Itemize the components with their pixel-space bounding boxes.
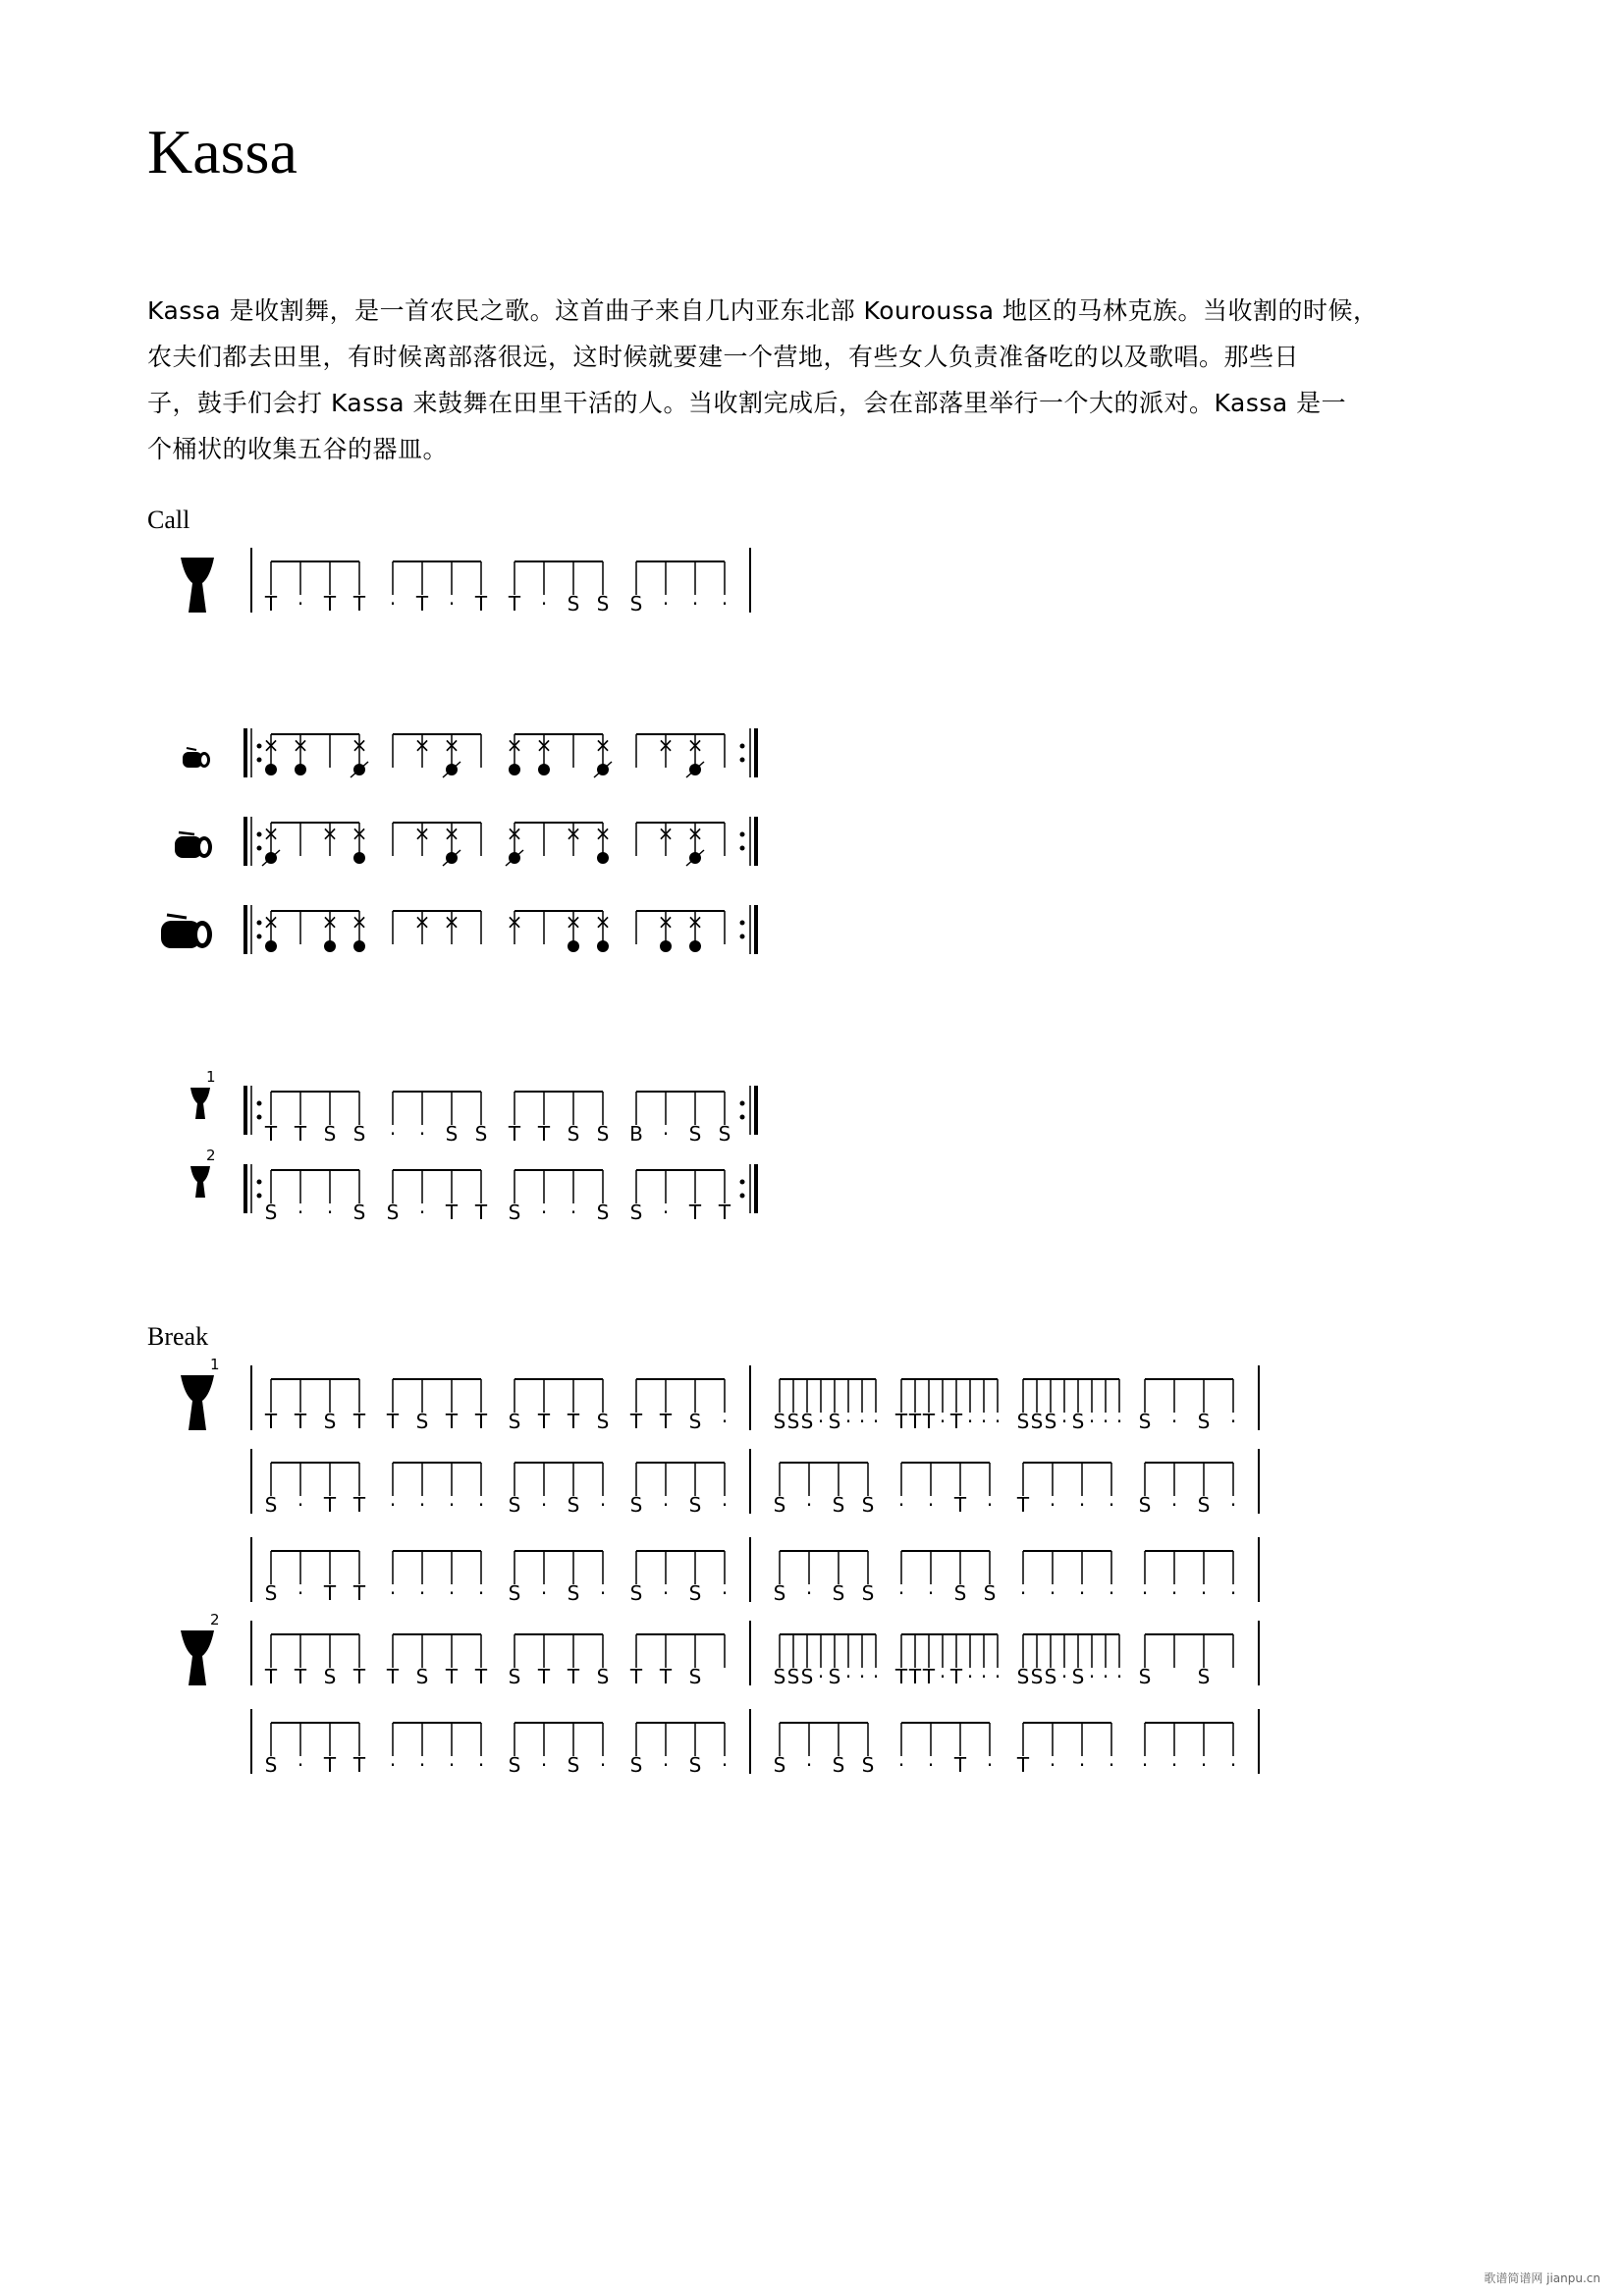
note-label: · bbox=[1108, 1581, 1115, 1605]
note-label: · bbox=[662, 1581, 670, 1605]
note-label: S bbox=[323, 1665, 337, 1688]
note-label: · bbox=[1229, 1753, 1237, 1777]
note-label: · bbox=[1078, 1581, 1086, 1605]
stroke-x: × bbox=[565, 822, 582, 845]
note-label: S bbox=[415, 1665, 429, 1688]
watermark: 歌谱简谱网 jianpu.cn bbox=[1484, 2271, 1600, 2285]
note-label: · bbox=[297, 1581, 304, 1605]
note-label: S bbox=[773, 1493, 786, 1517]
note-label: · bbox=[1049, 1493, 1056, 1517]
note-label: · bbox=[817, 1410, 825, 1433]
note-label: T bbox=[908, 1665, 922, 1688]
note-label: S bbox=[688, 1753, 702, 1777]
note-label: T bbox=[352, 1665, 366, 1688]
note-label: · bbox=[1049, 1581, 1056, 1605]
note-label: · bbox=[1088, 1410, 1096, 1433]
stroke-x: × bbox=[413, 910, 431, 934]
stroke-x: × bbox=[413, 733, 431, 757]
note-label: · bbox=[1049, 1753, 1056, 1777]
note-label: · bbox=[1170, 1581, 1178, 1605]
note-label: · bbox=[1170, 1753, 1178, 1777]
note-label: · bbox=[805, 1581, 813, 1605]
measure bbox=[1016, 1723, 1114, 1777]
note-label: · bbox=[721, 1753, 729, 1777]
measure bbox=[630, 1723, 729, 1777]
stroke-x: × bbox=[686, 822, 704, 845]
note-label: · bbox=[1200, 1581, 1208, 1605]
voice-number: 2 bbox=[206, 1147, 216, 1164]
note-label: · bbox=[1102, 1410, 1110, 1433]
note-label: · bbox=[1088, 1665, 1096, 1688]
note-label: · bbox=[477, 1493, 485, 1517]
note-label: S bbox=[1071, 1410, 1085, 1433]
note-label: S bbox=[828, 1410, 841, 1433]
note-label: S bbox=[352, 1201, 366, 1224]
stroke-x: × bbox=[657, 733, 675, 757]
note-label: S bbox=[352, 1122, 366, 1146]
note-label: T bbox=[629, 1665, 643, 1688]
note-label: · bbox=[1019, 1581, 1027, 1605]
stroke-x: × bbox=[321, 822, 339, 845]
note-label: T bbox=[294, 1410, 307, 1433]
note-label: S bbox=[773, 1665, 786, 1688]
note-label: · bbox=[1078, 1493, 1086, 1517]
note-label: S bbox=[508, 1581, 521, 1605]
note-label: S bbox=[567, 1122, 580, 1146]
measure bbox=[390, 1723, 484, 1777]
note-label: · bbox=[858, 1665, 866, 1688]
note-label: · bbox=[897, 1581, 905, 1605]
note-label: · bbox=[418, 1753, 426, 1777]
note-label: S bbox=[629, 1201, 643, 1224]
note-label: · bbox=[1115, 1410, 1123, 1433]
note-label: T bbox=[949, 1410, 963, 1433]
note-label: T bbox=[894, 1665, 908, 1688]
note-label: · bbox=[1229, 1581, 1237, 1605]
stroke-x: × bbox=[413, 822, 431, 845]
note-label: · bbox=[418, 1122, 426, 1146]
note-label: T bbox=[922, 1410, 936, 1433]
note-label: · bbox=[540, 1753, 548, 1777]
note-label: S bbox=[386, 1201, 400, 1224]
note-label: · bbox=[540, 592, 548, 615]
note-label: · bbox=[805, 1753, 813, 1777]
note-label: · bbox=[540, 1493, 548, 1517]
note-label: T bbox=[264, 1122, 278, 1146]
note-label: · bbox=[448, 1581, 456, 1605]
note-label: · bbox=[805, 1493, 813, 1517]
note-label: · bbox=[1115, 1665, 1123, 1688]
note-label: S bbox=[474, 1122, 488, 1146]
stroke-x: × bbox=[443, 910, 460, 934]
note-label: S bbox=[323, 1122, 337, 1146]
note-label: S bbox=[1138, 1493, 1152, 1517]
note-label: S bbox=[1197, 1493, 1211, 1517]
note-label: S bbox=[1138, 1410, 1152, 1433]
note-label: S bbox=[445, 1122, 459, 1146]
note-label: · bbox=[1108, 1753, 1115, 1777]
note-label: S bbox=[264, 1753, 278, 1777]
note-label: · bbox=[448, 1493, 456, 1517]
measure bbox=[265, 1723, 366, 1777]
note-label: S bbox=[415, 1410, 429, 1433]
intro-line-2: 农夫们都去田里，有时候离部落很远，这时候就要建一个营地，有些女人负责准备吃的以及歌唱。那些日 bbox=[147, 343, 1300, 371]
note-label: · bbox=[540, 1201, 548, 1224]
note-label: S bbox=[832, 1493, 845, 1517]
stroke-x: × bbox=[351, 822, 368, 845]
stroke-x: × bbox=[506, 733, 523, 757]
note-label: · bbox=[721, 1493, 729, 1517]
note-label: S bbox=[508, 1753, 521, 1777]
note-label: T bbox=[264, 1410, 278, 1433]
note-label: T bbox=[953, 1753, 967, 1777]
note-label: S bbox=[1030, 1410, 1044, 1433]
note-label: S bbox=[629, 1493, 643, 1517]
note-label: T bbox=[659, 1410, 673, 1433]
note-label: T bbox=[323, 1493, 337, 1517]
stroke-x: × bbox=[443, 822, 460, 845]
section-label-call: Call bbox=[147, 506, 190, 534]
note-label: · bbox=[966, 1410, 974, 1433]
note-label: S bbox=[800, 1665, 814, 1688]
stroke-x: × bbox=[686, 910, 704, 934]
note-label: T bbox=[688, 1201, 702, 1224]
note-label: · bbox=[1078, 1753, 1086, 1777]
note-label: T bbox=[352, 1493, 366, 1517]
note-label: · bbox=[986, 1493, 994, 1517]
note-label: · bbox=[817, 1665, 825, 1688]
note-label: · bbox=[389, 592, 397, 615]
note-label: T bbox=[474, 1201, 488, 1224]
note-label: · bbox=[418, 1201, 426, 1224]
section-label-break: Break bbox=[147, 1322, 209, 1351]
stroke-x: × bbox=[262, 733, 280, 757]
note-label: · bbox=[897, 1753, 905, 1777]
note-label: S bbox=[828, 1665, 841, 1688]
note-label: · bbox=[540, 1581, 548, 1605]
note-label: · bbox=[721, 1410, 729, 1433]
note-label: T bbox=[537, 1122, 551, 1146]
note-label: T bbox=[323, 1753, 337, 1777]
note-label: S bbox=[773, 1581, 786, 1605]
note-label: S bbox=[1071, 1665, 1085, 1688]
stroke-x: × bbox=[686, 733, 704, 757]
note-label: · bbox=[477, 1581, 485, 1605]
stroke-x: × bbox=[292, 733, 309, 757]
note-label: S bbox=[596, 1122, 610, 1146]
note-label: T bbox=[323, 1581, 337, 1605]
note-label: S bbox=[567, 1581, 580, 1605]
note-label: T bbox=[386, 1410, 400, 1433]
stroke-x: × bbox=[535, 733, 553, 757]
note-label: · bbox=[418, 1581, 426, 1605]
note-label: · bbox=[844, 1665, 852, 1688]
note-label: T bbox=[1016, 1753, 1030, 1777]
note-label: T bbox=[567, 1410, 580, 1433]
note-label: · bbox=[1200, 1753, 1208, 1777]
stroke-x: × bbox=[657, 910, 675, 934]
note-label: · bbox=[1060, 1665, 1068, 1688]
note-label: S bbox=[567, 1493, 580, 1517]
note-label: S bbox=[1016, 1410, 1030, 1433]
note-label: · bbox=[297, 1493, 304, 1517]
note-label: S bbox=[1044, 1665, 1057, 1688]
note-label: B bbox=[629, 1122, 643, 1146]
note-label: S bbox=[800, 1410, 814, 1433]
note-label: T bbox=[415, 592, 429, 615]
note-label: S bbox=[861, 1493, 875, 1517]
note-label: S bbox=[596, 1665, 610, 1688]
note-label: S bbox=[688, 1581, 702, 1605]
note-label: S bbox=[688, 1122, 702, 1146]
measure bbox=[509, 1723, 607, 1777]
note-label: T bbox=[474, 1665, 488, 1688]
note-label: T bbox=[352, 1410, 366, 1433]
note-label: S bbox=[1044, 1410, 1057, 1433]
note-label: S bbox=[832, 1581, 845, 1605]
note-label: · bbox=[389, 1753, 397, 1777]
note-label: · bbox=[1102, 1665, 1110, 1688]
note-label: S bbox=[1016, 1665, 1030, 1688]
note-label: · bbox=[844, 1410, 852, 1433]
note-label: · bbox=[939, 1410, 947, 1433]
note-label: S bbox=[508, 1493, 521, 1517]
note-label: S bbox=[1197, 1410, 1211, 1433]
note-label: · bbox=[927, 1753, 935, 1777]
note-label: T bbox=[894, 1410, 908, 1433]
intro-line-4: 个桶状的收集五谷的器皿。 bbox=[147, 435, 449, 463]
note-label: · bbox=[994, 1410, 1001, 1433]
stroke-x: × bbox=[262, 822, 280, 845]
note-label: T bbox=[264, 1665, 278, 1688]
note-label: S bbox=[832, 1753, 845, 1777]
note-label: · bbox=[858, 1410, 866, 1433]
note-label: S bbox=[688, 1410, 702, 1433]
note-label: · bbox=[662, 1201, 670, 1224]
stroke-x: × bbox=[262, 910, 280, 934]
note-label: · bbox=[389, 1581, 397, 1605]
note-label: · bbox=[1229, 1493, 1237, 1517]
note-label: · bbox=[418, 1493, 426, 1517]
voice-number: 1 bbox=[210, 1356, 220, 1373]
note-label: T bbox=[445, 1665, 459, 1688]
note-label: · bbox=[1108, 1493, 1115, 1517]
note-label: · bbox=[448, 592, 456, 615]
note-label: · bbox=[599, 1581, 607, 1605]
note-label: T bbox=[567, 1665, 580, 1688]
note-label: T bbox=[949, 1665, 963, 1688]
note-label: · bbox=[297, 592, 304, 615]
note-label: S bbox=[508, 1201, 521, 1224]
note-label: T bbox=[445, 1410, 459, 1433]
note-label: · bbox=[662, 1493, 670, 1517]
stroke-x: × bbox=[506, 910, 523, 934]
voice-number: 2 bbox=[210, 1611, 220, 1629]
note-label: S bbox=[953, 1581, 967, 1605]
note-label: · bbox=[326, 1201, 334, 1224]
note-label: · bbox=[721, 1581, 729, 1605]
note-label: T bbox=[294, 1665, 307, 1688]
note-label: · bbox=[927, 1581, 935, 1605]
note-label: · bbox=[297, 1753, 304, 1777]
note-label: S bbox=[264, 1493, 278, 1517]
note-label: T bbox=[508, 592, 521, 615]
note-label: S bbox=[786, 1410, 800, 1433]
note-label: · bbox=[897, 1493, 905, 1517]
note-label: S bbox=[567, 592, 580, 615]
stroke-x: × bbox=[657, 822, 675, 845]
note-label: · bbox=[569, 1201, 577, 1224]
note-label: S bbox=[983, 1581, 997, 1605]
note-label: · bbox=[1170, 1410, 1178, 1433]
note-label: T bbox=[264, 592, 278, 615]
note-label: · bbox=[927, 1493, 935, 1517]
note-label: S bbox=[596, 592, 610, 615]
note-label: S bbox=[629, 1753, 643, 1777]
note-label: · bbox=[389, 1493, 397, 1517]
note-label: · bbox=[980, 1665, 988, 1688]
note-label: S bbox=[861, 1581, 875, 1605]
note-label: T bbox=[445, 1201, 459, 1224]
note-label: T bbox=[474, 1410, 488, 1433]
stroke-x: × bbox=[594, 733, 612, 757]
note-label: · bbox=[691, 592, 699, 615]
note-label: · bbox=[662, 1122, 670, 1146]
intro-line-1: Kassa 是收割舞，是一首农民之歌。这首曲子来自几内亚东北部 Kouroussa 地区的马林克族。当收割的时候， bbox=[147, 296, 1379, 325]
note-label: T bbox=[386, 1665, 400, 1688]
note-label: · bbox=[662, 592, 670, 615]
page-title: Kassa bbox=[147, 117, 298, 187]
note-label: · bbox=[872, 1410, 880, 1433]
note-label: S bbox=[264, 1201, 278, 1224]
note-label: · bbox=[994, 1665, 1001, 1688]
note-label: S bbox=[773, 1410, 786, 1433]
note-label: S bbox=[718, 1122, 731, 1146]
note-label: S bbox=[629, 1581, 643, 1605]
note-label: S bbox=[264, 1581, 278, 1605]
note-label: S bbox=[508, 1665, 521, 1688]
stroke-x: × bbox=[594, 822, 612, 845]
note-label: S bbox=[323, 1410, 337, 1433]
note-label: · bbox=[297, 1201, 304, 1224]
note-label: T bbox=[352, 592, 366, 615]
note-label: · bbox=[1229, 1410, 1237, 1433]
measure bbox=[898, 1723, 993, 1777]
note-label: S bbox=[688, 1493, 702, 1517]
stroke-x: × bbox=[321, 910, 339, 934]
note-label: S bbox=[629, 592, 643, 615]
note-label: · bbox=[389, 1122, 397, 1146]
note-label: T bbox=[1016, 1493, 1030, 1517]
measure bbox=[1142, 1723, 1236, 1777]
note-label: S bbox=[773, 1753, 786, 1777]
note-label: T bbox=[508, 1122, 521, 1146]
note-label: S bbox=[596, 1410, 610, 1433]
stroke-x: × bbox=[443, 733, 460, 757]
note-label: · bbox=[1170, 1493, 1178, 1517]
intro-line-3: 子，鼓手们会打 Kassa 来鼓舞在田里干活的人。当收割完成后，会在部落里举行一个大的派对。Kassa 是一 bbox=[147, 389, 1347, 417]
note-label: · bbox=[986, 1753, 994, 1777]
note-label: T bbox=[659, 1665, 673, 1688]
note-label: · bbox=[966, 1665, 974, 1688]
note-label: · bbox=[872, 1665, 880, 1688]
note-label: · bbox=[599, 1493, 607, 1517]
note-label: T bbox=[294, 1122, 307, 1146]
note-label: · bbox=[477, 1753, 485, 1777]
stroke-x: × bbox=[594, 910, 612, 934]
note-label: · bbox=[980, 1410, 988, 1433]
note-label: T bbox=[352, 1753, 366, 1777]
note-label: T bbox=[922, 1665, 936, 1688]
stroke-x: × bbox=[351, 733, 368, 757]
note-label: S bbox=[1030, 1665, 1044, 1688]
note-label: S bbox=[596, 1201, 610, 1224]
voice-number: 1 bbox=[206, 1068, 216, 1086]
stroke-x: × bbox=[565, 910, 582, 934]
measure bbox=[774, 1723, 875, 1777]
stroke-x: × bbox=[506, 822, 523, 845]
note-label: S bbox=[1138, 1665, 1152, 1688]
note-label: · bbox=[448, 1753, 456, 1777]
note-label: · bbox=[1141, 1753, 1149, 1777]
note-label: · bbox=[721, 592, 729, 615]
note-label: T bbox=[474, 592, 488, 615]
note-label: T bbox=[323, 592, 337, 615]
note-label: · bbox=[1141, 1581, 1149, 1605]
note-label: T bbox=[352, 1581, 366, 1605]
note-label: · bbox=[662, 1753, 670, 1777]
note-label: · bbox=[939, 1665, 947, 1688]
note-label: S bbox=[688, 1665, 702, 1688]
note-label: T bbox=[537, 1665, 551, 1688]
note-label: S bbox=[861, 1753, 875, 1777]
note-label: T bbox=[908, 1410, 922, 1433]
note-label: T bbox=[953, 1493, 967, 1517]
note-label: T bbox=[537, 1410, 551, 1433]
note-label: S bbox=[786, 1665, 800, 1688]
stroke-x: × bbox=[351, 910, 368, 934]
note-label: S bbox=[508, 1410, 521, 1433]
note-label: T bbox=[718, 1201, 731, 1224]
note-label: T bbox=[629, 1410, 643, 1433]
note-label: · bbox=[599, 1753, 607, 1777]
note-label: S bbox=[1197, 1665, 1211, 1688]
note-label: S bbox=[567, 1753, 580, 1777]
note-label: · bbox=[1060, 1410, 1068, 1433]
